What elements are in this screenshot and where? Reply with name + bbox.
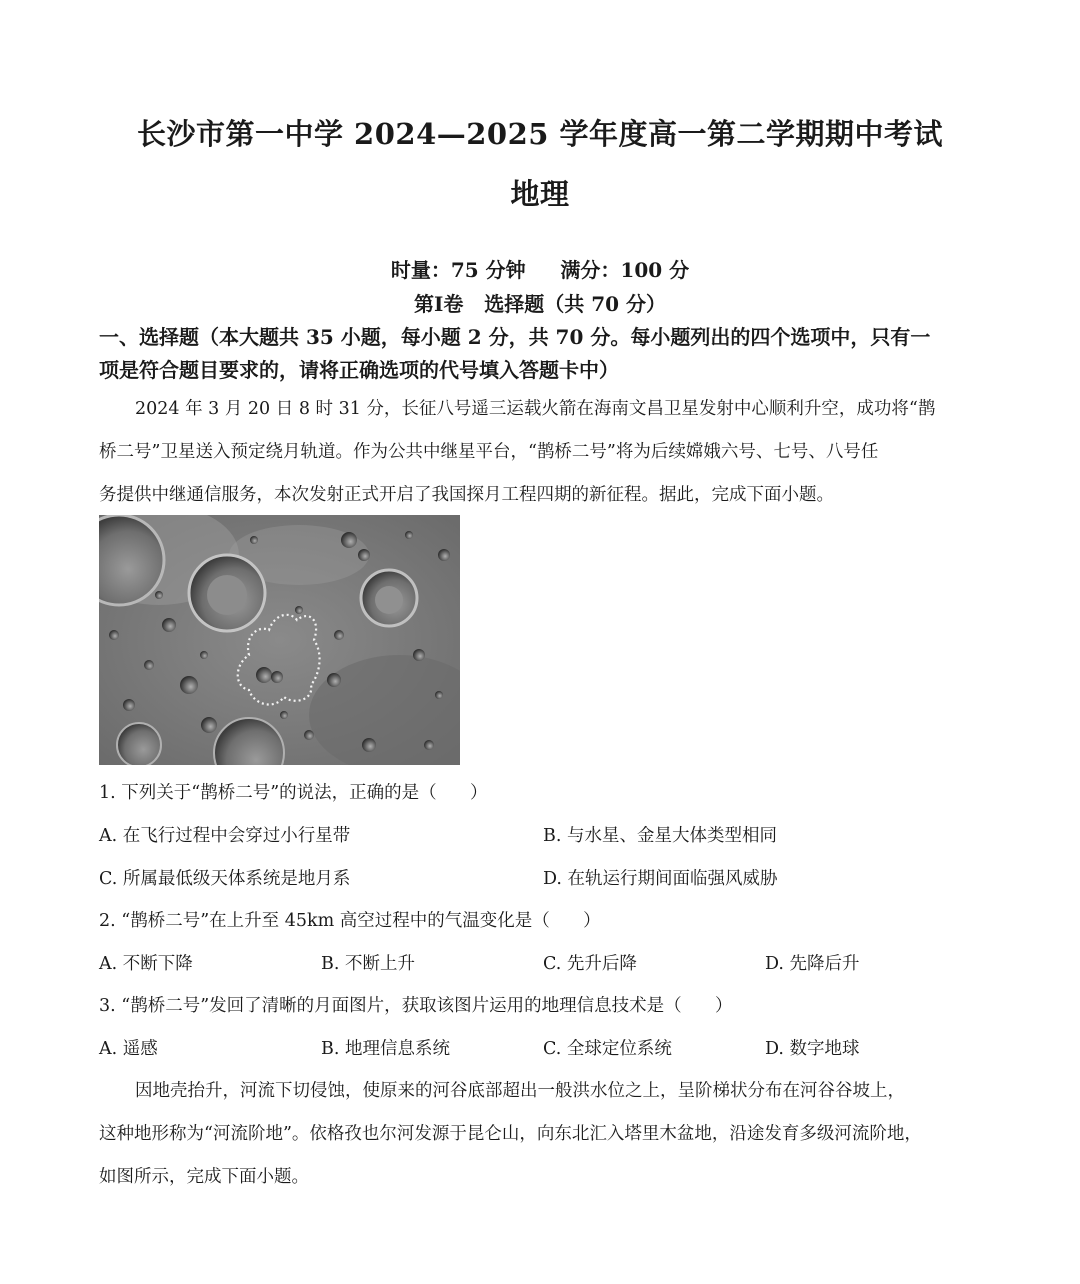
- question-2-option-d[interactable]: D. 先降后升: [765, 954, 860, 974]
- question-3-option-a[interactable]: A. 遥感: [99, 1039, 158, 1059]
- passage1-line-1: 2024 年 3 月 20 日 8 时 31 分，长征八号遥三运载火箭在海南文昌卫星发射中心顺利升空，成功将“鹊: [135, 399, 936, 419]
- passage2-line-2: 这种地形称为“河流阶地”。依格孜也尔河发源于昆仑山，向东北汇入塔里木盆地，沿途发育多级河流阶地，: [99, 1124, 922, 1144]
- passage2-line-1: 因地壳抬升，河流下切侵蚀，使原来的河谷底部超出一般洪水位之上，呈阶梯状分布在河谷谷坡上，: [135, 1081, 905, 1101]
- question-1-option-c[interactable]: C. 所属最低级天体系统是地月系: [99, 869, 351, 889]
- question-1-option-b[interactable]: B. 与水星、金星大体类型相同: [543, 826, 777, 846]
- question-2-stem: 2. “鹊桥二号”在上升至 45km 高空过程中的气温变化是（ ）: [99, 911, 601, 931]
- instructions-line-2: 项是符合题目要求的，请将正确选项的代号填入答题卡中）: [99, 358, 619, 382]
- question-3-option-b[interactable]: B. 地理信息系统: [321, 1039, 450, 1059]
- moon-surface-icon: [99, 515, 460, 765]
- section-heading: 第Ⅰ卷 选择题（共 70 分）: [413, 292, 666, 316]
- question-1-option-a[interactable]: A. 在飞行过程中会穿过小行星带: [99, 826, 351, 846]
- moon-surface-photo: [99, 515, 460, 765]
- passage2-line-3: 如图所示，完成下面小题。: [99, 1167, 309, 1187]
- question-3-stem: 3. “鹊桥二号”发回了清晰的月面图片，获取该图片运用的地理信息技术是（ ）: [99, 996, 733, 1016]
- passage1-line-2: 桥二号”卫星送入预定绕月轨道。作为公共中继星平台，“鹊桥二号”将为后续嫦娥六号、七号、八号任: [99, 442, 879, 462]
- question-3-option-d[interactable]: D. 数字地球: [765, 1039, 860, 1059]
- subject-title: 地理: [510, 177, 570, 211]
- question-2-option-c[interactable]: C. 先升后降: [543, 954, 637, 974]
- instructions-line-1: 一、选择题（本大题共 35 小题，每小题 2 分，共 70 分。每小题列出的四个选项中，只有一: [99, 325, 931, 349]
- exam-title: 长沙市第一中学 2024—2025 学年度高一第二学期期中考试: [136, 117, 944, 151]
- question-1-stem: 1. 下列关于“鹊桥二号”的说法，正确的是（ ）: [99, 783, 488, 803]
- question-1-option-d[interactable]: D. 在轨运行期间面临强风威胁: [543, 869, 778, 889]
- question-2-option-b[interactable]: B. 不断上升: [321, 954, 415, 974]
- time-info: 时量：75 分钟 满分：100 分: [390, 258, 690, 282]
- passage1-line-3: 务提供中继通信服务，本次发射正式开启了我国探月工程四期的新征程。据此，完成下面小题。: [99, 485, 834, 505]
- question-2-option-a[interactable]: A. 不断下降: [99, 954, 193, 974]
- question-3-option-c[interactable]: C. 全球定位系统: [543, 1039, 672, 1059]
